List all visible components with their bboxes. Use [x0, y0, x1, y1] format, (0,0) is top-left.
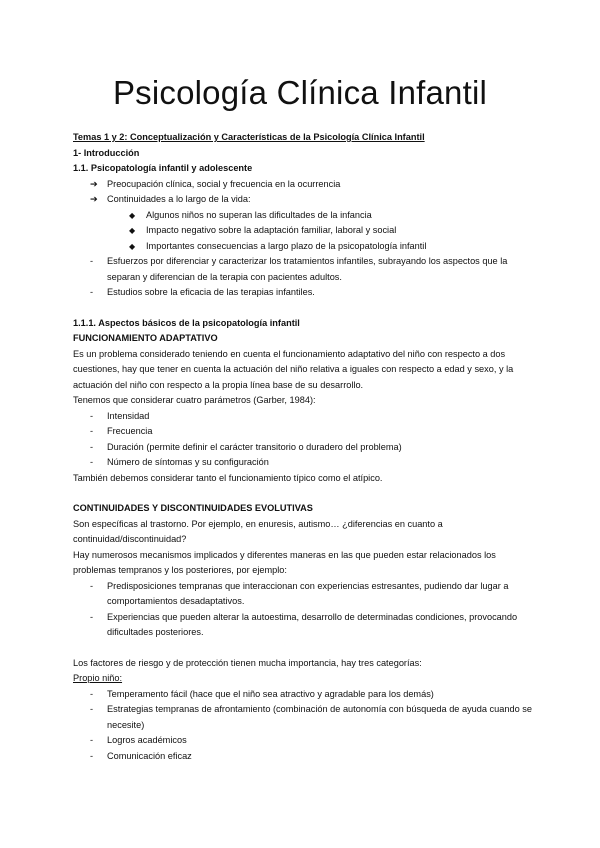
arrow-icon: ➔	[90, 178, 98, 189]
dash-marker: -	[90, 287, 94, 297]
dash-marker: -	[90, 441, 94, 452]
arrow-list-item: ➔ Preocupación clínica, social y frecuencia en la ocurrencia	[73, 177, 533, 193]
dash-marker: -	[90, 704, 94, 714]
continuidades-paragraph: Son específicas al trastorno. Por ejemplo, en enuresis, autismo… ¿diferencias en cuanto a continuidad/discontinuidad?	[73, 518, 443, 544]
section-1-1-heading: 1.1. Psicopatología infantil y adolescente	[73, 163, 253, 173]
dash-list-item: - Predisposiciones tempranas que interaccionan con experiencias estresantes, pudiendo dar lugar a comportamientos desadaptativos.	[90, 580, 509, 606]
dash-marker: -	[90, 611, 94, 622]
diamond-list-item: ◆ Importantes consecuencias a largo plazo de la psicopatología infantil	[73, 239, 533, 255]
dash-list-item: - Frecuencia	[73, 424, 533, 440]
arrow-icon: ➔	[90, 194, 98, 204]
dash-marker: -	[90, 426, 94, 436]
funcionamiento-paragraph: Es un problema considerado teniendo en cuenta el funcionamiento adaptativo del niño con respecto a dos cuestiones, hay que tener en cuenta la actuación del niño relativa a iguales con respecto a edad y sexo, y la actuación del niño con respecto a la propia línea base de su desarrollo.	[73, 348, 514, 390]
dash-marker: -	[90, 580, 94, 591]
dash-list-item: - Experiencias que pueden alterar la autoestima, desarrollo de determinadas condiciones, provocando dificultades posteriores.	[90, 611, 518, 637]
dash-list-item: - Comunicación eficaz	[73, 749, 533, 765]
factores-paragraph: Los factores de riesgo y de protección tienen mucha importancia, hay tres categorías:	[73, 657, 422, 668]
mecanismos-paragraph: Hay numerosos mecanismos implicados y diferentes maneras en las que pueden estar relacionados los problemas tempranos y los posteriores, por ejemplo:	[73, 549, 496, 575]
topic-subtitle: Temas 1 y 2: Conceptualización y Características de la Psicología Clínica Infantil	[73, 132, 425, 142]
parametros-intro: Tenemos que considerar cuatro parámetros (Garber, 1984):	[73, 395, 316, 405]
diamond-icon: ◆	[129, 226, 136, 235]
dash-marker: -	[90, 457, 94, 467]
diamond-list-item: ◆ Impacto negativo sobre la adaptación familiar, laboral y social	[73, 223, 533, 239]
dash-marker: -	[90, 410, 94, 421]
document-title: Psicología Clínica Infantil	[112, 74, 488, 111]
funcionamiento-heading: FUNCIONAMIENTO ADAPTATIVO	[73, 333, 218, 343]
dash-list-item: - Logros académicos	[73, 733, 533, 749]
intro-heading: 1- Introducción	[73, 147, 140, 158]
dash-marker: -	[90, 735, 94, 745]
parametros-outro: También debemos considerar tanto el funcionamiento típico como el atípico.	[73, 472, 383, 483]
continuidades-heading: CONTINUIDADES Y DISCONTINUIDADES EVOLUTIVAS	[73, 503, 313, 513]
dash-list-item: - Estrategias tempranas de afrontamiento (combinación de autonomía con búsqueda de ayuda cuando se necesite)	[90, 704, 532, 730]
dash-list-item: - Estudios sobre la eficacia de las terapias infantiles.	[73, 285, 533, 301]
dash-list-item: - Intensidad	[73, 409, 533, 425]
dash-marker: -	[90, 688, 94, 699]
diamond-icon: ◆	[129, 210, 136, 220]
dash-list-item: - Número de síntomas y su configuración	[73, 455, 533, 471]
diamond-list-item: ◆ Algunos niños no superan las dificultades de la infancia	[73, 208, 533, 224]
dash-marker: -	[90, 750, 94, 761]
section-1-1-1-heading: 1.1.1. Aspectos básicos de la psicopatología infantil	[73, 317, 300, 328]
arrow-list-item: ➔ Continuidades a lo largo de la vida:	[73, 192, 533, 208]
dash-list-item: - Duración (permite definir el carácter transitorio o duradero del problema)	[73, 440, 533, 456]
diamond-icon: ◆	[129, 241, 136, 251]
dash-list-item: - Esfuerzos por diferenciar y caracterizar los tratamientos infantiles, subrayando los aspectos que la separan y diferencian de la terapia con pacientes adultos.	[90, 256, 508, 282]
dash-marker: -	[90, 256, 94, 266]
dash-list-item: - Temperamento fácil (hace que el niño sea atractivo y agradable para los demás)	[73, 687, 533, 703]
document-body	[73, 130, 533, 764]
propio-nino-heading: Propio niño:	[73, 673, 123, 683]
